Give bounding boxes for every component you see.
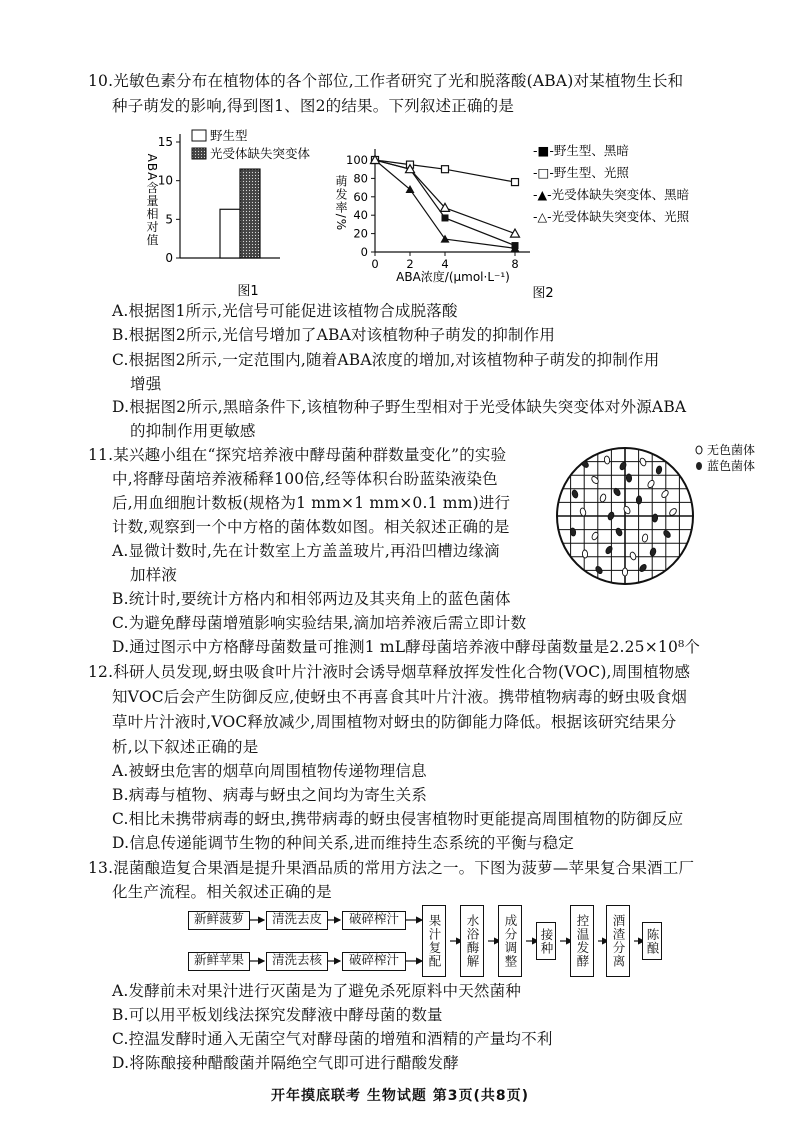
fig1-legend-mutant: 光受体缺失突变体 — [210, 146, 311, 161]
fig2-x-label: ABA浓度/(μmol·L⁻¹) — [396, 270, 510, 284]
fig2-legend-2: -□-野生型、光照 — [533, 165, 629, 180]
q10-option-c-line1: C.根据图2所示,一定范围内,随着ABA浓度的增加,对该植物种子萌发的抑制作用 — [112, 351, 660, 369]
flow-fresh-apple: 新鲜苹果 — [188, 952, 250, 971]
blue-cell — [638, 563, 647, 573]
fig2-y-tick-label: 60 — [353, 189, 368, 204]
colorless-cell-legend-icon — [696, 446, 702, 454]
colorless-cell — [660, 489, 669, 498]
fig2-x-tick-label: 2 — [406, 257, 414, 271]
fig1-y-ticks — [158, 135, 180, 265]
colorless-cell — [642, 534, 649, 543]
blue-cell — [649, 547, 656, 556]
fig1-caption: 图1 — [237, 284, 259, 299]
q10-option-a: A.根据图1所示,光信号可能促进该植物合成脱落酸 — [112, 302, 458, 320]
fig2-point-mutant-dark — [441, 235, 450, 243]
blue-cell — [619, 461, 627, 471]
flow-wash-peel: 清洗去皮 — [266, 911, 328, 930]
colorless-cell — [599, 493, 606, 502]
q10-option-c-line2: 增强 — [130, 375, 162, 393]
fig1-bar-wild-type — [220, 209, 240, 258]
flow-inoculate: 接种 — [536, 922, 556, 960]
colorless-cell — [580, 507, 587, 516]
q10-option-d-line2: 的抑制作用更敏感 — [130, 422, 256, 440]
figure-2-line-chart — [325, 135, 725, 300]
fig2-series — [371, 156, 520, 252]
colorless-cell — [623, 505, 632, 515]
q12-stem-line2: 知VOC后会产生防御反应,使蚜虫不再喜食其叶片汁液。携带植物病毒的蚜虫吸食烟 — [112, 688, 688, 706]
fig1-tick-label: 15 — [157, 135, 173, 149]
q11-option-c: C.为避免酵母菌增殖影响实验结果,滴加培养液后需立即计数 — [112, 614, 527, 632]
fig2-point-wild-light — [442, 166, 449, 173]
fig2-ticks — [346, 153, 519, 271]
colorless-cell — [604, 456, 610, 465]
colorless-cell — [582, 550, 588, 558]
fig2-x-tick-label: 8 — [511, 257, 519, 271]
q13-option-d: D.将陈酿接种醋酸菌并隔绝空气即可进行醋酸发酵 — [112, 1054, 459, 1072]
fig2-legend-3: -▲-光受体缺失突变体、黑暗 — [533, 187, 690, 202]
q12-stem-line4: 析,以下叙述正确的是 — [112, 738, 259, 756]
blue-cell — [615, 527, 623, 536]
blue-cell — [595, 565, 604, 575]
q11-option-a-line2: 加样液 — [130, 566, 178, 584]
colorless-cell — [647, 479, 656, 489]
q13-stem-line1: 13.混菌酿造复合果酒是提升果酒品质的常用方法之一。下图为菠萝—苹果复合果酒工厂 — [88, 859, 695, 877]
colorless-cell — [622, 568, 627, 576]
q12-stem-line3: 草叶片汁液时,VOC释放减少,周围植物对蚜虫的防御能力降低。根据该研究结果分 — [112, 713, 677, 731]
q12-option-b: B.病毒与植物、病毒与蚜虫之间均为寄生关系 — [112, 786, 428, 804]
q12-option-d: D.信息传递能调节生物的种间关系,进而维持生态系统的平衡与稳定 — [112, 834, 574, 852]
fig2-y-tick-label: 20 — [353, 226, 368, 241]
q10-stem-line2: 种子萌发的影响,得到图1、图2的结果。下列叙述正确的是 — [112, 97, 515, 115]
blue-cell — [662, 529, 671, 538]
q10-option-d-line1: D.根据图2所示,黑暗条件下,该植物种子野生型相对于光受体缺失突变体对外源ABA — [112, 398, 687, 416]
q11-option-b: B.统计时,要统计方格内和相邻两边及其夹角上的蓝色菌体 — [112, 590, 511, 608]
blue-cell — [656, 466, 663, 475]
q11-stem-line3: 后,用血细胞计数板(规格为1 mm×1 mm×0.1 mm)进行 — [112, 494, 511, 512]
page-footer: 开年摸底联考 生物试题 第3页(共8页) — [270, 1088, 530, 1104]
q13-option-a: A.发酵前未对果汁进行灭菌是为了避免杀死原料中天然菌种 — [112, 982, 522, 1000]
q12-stem-line1: 12.科研人员发现,蚜虫吸食叶片汁液时会诱导烟草释放挥发性化合物(VOC),周围植物感 — [88, 663, 691, 681]
legend-colorless: 无色菌体 — [707, 443, 755, 457]
flow-residue-separation: 酒渣分离 — [606, 905, 630, 977]
flow-temperature-controlled-fermentation: 控温发酵 — [570, 905, 594, 977]
q11-option-d: D.通过图示中方格酵母菌数量可推测1 mL酵母菌培养液中酵母菌数量是2.25×10⁸个 — [112, 638, 701, 656]
flow-aging: 陈酿 — [642, 922, 662, 960]
flow-crush-juice-1: 破碎榨汁 — [342, 911, 406, 930]
q11-stem-line2: 中,将酵母菌培养液稀释100倍,经等体积台盼蓝染液染色 — [112, 470, 498, 488]
fig2-y-tick-label: 0 — [360, 245, 368, 259]
q13-option-c: C.控温发酵时通入无菌空气对酵母菌的增殖和酒精的产量均不利 — [112, 1030, 553, 1048]
fig2-caption: 图2 — [532, 286, 554, 300]
flow-juice-blend: 果汁复配 — [422, 905, 446, 977]
blue-cell — [607, 511, 615, 520]
blue-cell — [605, 545, 614, 555]
fig2-legend-1: -■-野生型、黑暗 — [533, 143, 629, 158]
blue-cell — [636, 496, 641, 504]
blue-cell — [652, 514, 658, 523]
colorless-cell — [639, 457, 647, 466]
colorless-cell — [629, 551, 637, 560]
q12-option-c: C.相比未携带病毒的蚜虫,携带病毒的蚜虫侵害植物时更能提高周围植物的防御反应 — [112, 810, 684, 828]
fig1-legend-wild-swatch — [192, 130, 206, 141]
flow-wash-core: 清洗去核 — [266, 952, 328, 971]
fig2-point-wild-dark — [442, 214, 449, 221]
fig2-y-label: 萌发率/% — [334, 174, 348, 232]
fig1-legend-mutant-swatch — [192, 148, 206, 159]
fig2-y-tick-label: 100 — [346, 153, 368, 167]
fig2-y-tick-label: 40 — [353, 208, 368, 223]
fig1-tick-label: 0 — [165, 251, 173, 265]
q11-stem-line1: 11.某兴趣小组在“探究培养液中酵母菌种群数量变化”的实验 — [88, 446, 507, 464]
q10-stem-line1: 10.光敏色素分布在植物体的各个部位,工作者研究了光和脱落酸(ABA)对某植物生长和 — [88, 72, 684, 90]
flow-component-adjust: 成分调整 — [498, 905, 522, 977]
q11-option-a-line1: A.显微计数时,先在计数室上方盖盖玻片,再沿凹槽边缘滴 — [112, 542, 500, 560]
fig2-point-wild-light — [512, 179, 519, 186]
fig1-bar-mutant — [240, 169, 260, 258]
fig2-x-tick-label: 4 — [441, 257, 449, 271]
blue-cell — [626, 474, 632, 482]
flow-fresh-pineapple: 新鲜菠萝 — [188, 911, 250, 930]
fig2-legend-4: -△-光受体缺失突变体、光照 — [533, 209, 690, 224]
blue-cell-legend-icon — [696, 462, 702, 470]
hemocytometer-figure — [555, 436, 755, 596]
fig2-y-tick-label: 80 — [353, 171, 368, 186]
blue-cell — [571, 489, 579, 498]
q11-stem-line4: 计数,观察到一个中方格的菌体数如图。相关叙述正确的是 — [112, 518, 510, 536]
q13-stem-line2: 化生产流程。相关叙述正确的是 — [112, 883, 332, 901]
flow-crush-juice-2: 破碎榨汁 — [342, 952, 406, 971]
flow-water-bath-enzymolysis: 水浴酶解 — [460, 905, 484, 977]
q12-option-a: A.被蚜虫危害的烟草向周围植物传递物理信息 — [112, 762, 427, 780]
q10-option-b: B.根据图2所示,光信号增加了ABA对该植物种子萌发的抑制作用 — [112, 326, 556, 344]
fig1-tick-label: 5 — [165, 212, 173, 227]
q13-option-b: B.可以用平板划线法探究发酵液中酵母菌的数量 — [112, 1006, 443, 1024]
fig2-x-tick-label: 0 — [371, 257, 379, 271]
fig1-tick-label: 10 — [157, 173, 173, 188]
fig2-point-mutant-light — [511, 229, 520, 237]
fig1-y-label: ABA含量相对值 — [145, 153, 159, 247]
fig1-legend-wild: 野生型 — [210, 128, 248, 143]
legend-blue: 蓝色菌体 — [707, 459, 755, 473]
fig1-bars — [220, 169, 260, 258]
